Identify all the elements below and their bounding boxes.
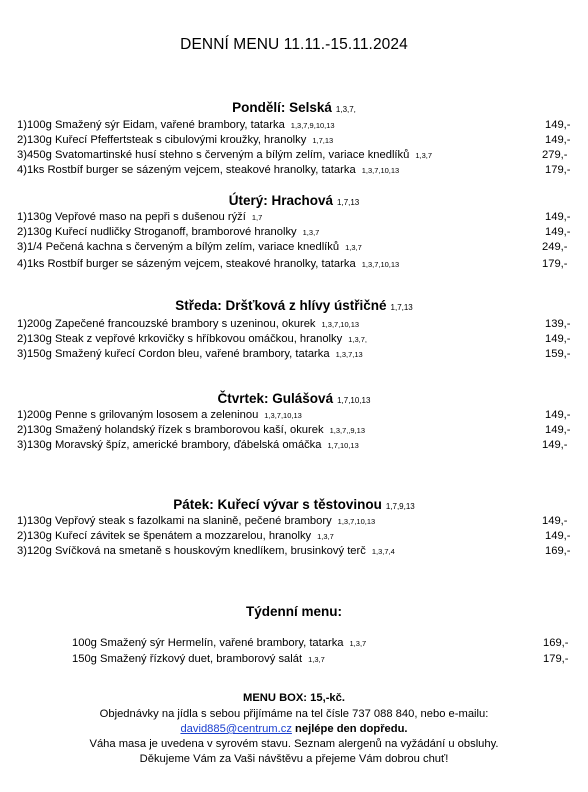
item-text: 2)130g Kuřecí závitek se špenátem a mozzarelou, hranolky [17,530,312,542]
menu-item [17,149,577,164]
item-allergens: 1,3,7,9,10,13 [290,121,335,130]
weekly-item [72,637,577,652]
item-price: 179,- [545,164,571,176]
day-heading-allergens: 1,7,10,13 [337,396,371,405]
item-allergens: 1,3,7,13 [335,350,363,359]
item-allergens: 1,3,7 [317,532,334,541]
item-price: 149,- [542,439,568,451]
item-price: 149,- [545,424,571,436]
item-text: 3)450g Svatomartinské husí stehno s červeným a bílým zelím, variace knedlíků [17,149,410,161]
item-price: 169,- [543,637,569,649]
day-heading-text: Pondělí: Selská [232,100,332,115]
menu-item [17,258,577,273]
menu-box-note: MENU BOX: 15,-kč. [243,692,345,704]
day-heading-text: Středa: Dršťková z hlívy ústřičné [175,298,387,313]
item-allergens: 1,7 [251,213,263,222]
item-allergens: 1,3,7, [348,335,367,344]
menu-item [17,439,577,454]
item-allergens: 1,3,7,10,13 [337,517,376,526]
item-text: 2)130g Kuřecí nudličky Stroganoff, bramborové hranolky [17,226,297,238]
day-heading-thursday [0,391,588,406]
item-text: 3)1/4 Pečená kachna s červeným a bílým zelím, variace knedlíků [17,241,340,253]
item-allergens: 1,7,10,13 [327,441,359,450]
item-text: 1)200g Zapečené francouzské brambory s uzeninou, okurek [17,318,316,330]
item-price: 149,- [545,211,571,223]
item-text: 2)130g Steak z vepřové krkovičky s hříbkovou omáčkou, hranolky [17,333,343,345]
item-price: 179,- [542,258,568,270]
day-heading-monday [0,100,588,115]
item-text: 3)120g Svíčková na smetaně s houskovým knedlíkem, brusinkový terč [17,545,366,557]
menu-item [17,119,577,134]
item-allergens: 1,3,7,,9,13 [329,426,366,435]
menu-item [17,164,577,179]
menu-item [17,211,577,226]
menu-item [17,333,577,348]
item-price: 149,- [545,134,571,146]
menu-item [17,226,577,241]
day-heading-text: Čtvrtek: Gulášová [217,391,334,406]
item-text: 1)130g Vepřové maso na pepři s dušenou rýží [17,211,246,223]
item-price: 149,- [545,333,571,345]
menu-item [17,515,577,530]
item-allergens: 1,3,7 [345,243,362,252]
item-price: 149,- [545,226,571,238]
item-allergens: 1,3,7,10,13 [361,166,400,175]
item-allergens: 1,7,13 [312,136,334,145]
item-price: 139,- [545,318,571,330]
menu-item [17,241,577,256]
day-heading-allergens: 1,7,9,13 [385,502,415,511]
weekly-item [72,653,577,668]
page-title: DENNÍ MENU 11.11.-15.11.2024 [180,36,408,53]
item-price: 249,- [542,241,568,253]
item-allergens: 1,3,7 [308,655,325,664]
item-text: 4)1ks Rostbíf burger se sázeným vejcem, steakové hranolky, tatarka [17,164,356,176]
day-heading-tuesday [0,193,588,208]
item-text: 1)100g Smažený sýr Eidam, vařené brambory, tatarka [17,119,285,131]
orders-suffix: nejlépe den dopředu. [295,723,408,735]
orders-line: Objednávky na jídla s sebou přijímáme na tel čísle 737 088 840, nebo e-mailu: [99,708,489,720]
item-price: 169,- [545,545,571,557]
menu-item [17,348,577,363]
item-allergens: 1,3,7,10,13 [264,411,302,420]
item-allergens: 1,3,7 [302,228,320,237]
item-price: 159,- [545,348,571,360]
menu-item [17,318,577,333]
item-price: 149,- [542,515,568,527]
day-heading-text: Úterý: Hrachová [228,193,334,208]
email-link[interactable]: david885@centrum.cz [180,723,292,735]
day-heading-allergens: 1,7,13 [390,303,413,312]
item-price: 149,- [545,409,571,421]
item-price: 149,- [545,119,571,131]
item-allergens: 1,3,7 [415,151,433,160]
item-text: 1)130g Vepřový steak s fazolkami na slanině, pečené brambory [17,515,332,527]
day-heading-text: Pátek: Kuřecí vývar s těstovinou [173,497,382,512]
day-heading-wednesday [0,298,588,313]
item-price: 279,- [542,149,568,161]
item-text: 2)130g Kuřecí Pfeffertsteak s cibulovými kroužky, hranolky [17,134,307,146]
item-text: 4)1ks Rostbíf burger se sázeným vejcem, steakové hranolky, tatarka [17,258,356,270]
item-text: 3)150g Smažený kuřecí Cordon bleu, vařené brambory, tatarka [17,348,330,360]
item-allergens: 1,3,7,4 [371,547,395,556]
item-text: 2)130g Smažený holandský řízek s bramborovou kaší, okurek [17,424,324,436]
menu-item [17,530,577,545]
item-allergens: 1,3,7,10,13 [361,260,400,269]
item-text: 100g Smažený sýr Hermelín, vařené brambory, tatarka [72,637,344,649]
day-heading-allergens: 1,3,7, [335,105,356,114]
menu-item [17,134,577,149]
item-text: 1)200g Penne s grilovaným lososem a zeleninou [17,409,259,421]
item-text: 150g Smažený řízkový duet, bramborový salát [72,653,303,665]
email-line [0,723,588,735]
day-heading-friday [0,497,588,512]
item-price: 149,- [545,530,571,542]
menu-item [17,409,577,424]
item-allergens: 1,3,7 [349,639,367,648]
item-allergens: 1,3,7,10,13 [321,320,360,329]
weight-note: Váha masa je uvedena v syrovém stavu. Seznam alergenů na vyžádání u obsluhy. [89,738,499,750]
thanks-note: Děkujeme Vám za Vaši návštěvu a přejeme Vám dobrou chuť! [139,753,449,765]
menu-item [17,545,577,560]
day-heading-allergens: 1,7,13 [337,198,360,207]
item-price: 179,- [543,653,569,665]
menu-item [17,424,577,439]
weekly-menu-heading: Týdenní menu: [245,604,342,619]
item-text: 3)130g Moravský špíz, americké brambory, ďábelská omáčka [17,439,322,451]
